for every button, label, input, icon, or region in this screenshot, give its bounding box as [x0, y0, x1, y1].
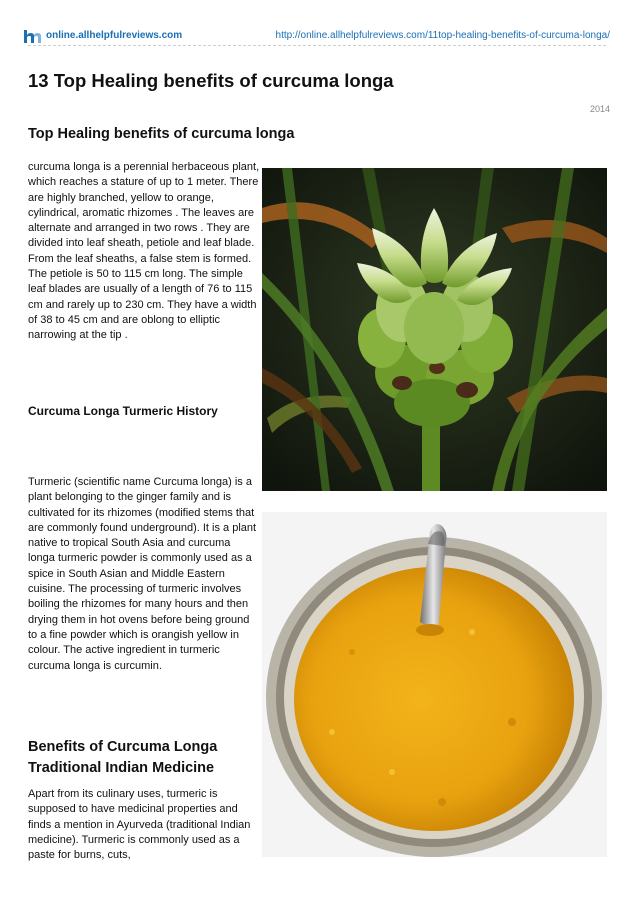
turmeric-plant-image — [262, 168, 607, 491]
section-heading-benefits: Benefits of Curcuma Longa Traditional Indian Medicine — [28, 739, 218, 776]
page-title: 13 Top Healing benefits of curcuma longa — [28, 70, 394, 91]
turmeric-powder-image — [262, 512, 607, 857]
section-heading-history: Curcuma Longa Turmeric History — [28, 404, 218, 418]
section-body-benefits: Apart from its culinary uses, turmeric is supposed to have medicinal properties and finds a mention in Ayurveda (traditional Indian medicine). Turmeric is commonly used as a paste for burns, cuts, — [28, 788, 251, 862]
section-body-history: Turmeric (scientific name Curcuma longa) is a plant belonging to the ginger family and is cultivated for its rhizomes (modified stems that are commonly found underground). It is a plant native to tropical South Asia and curcuma longa turmeric powder is commonly used as a spice in South Asian and Middle Eastern cuisine. The processing of turmeric involves boiling the rhizomes for many hours and then drying them in hot ovens before being ground to a fine powder which is orangish yellow in colour. The active ingredient in turmeric curcuma longa is curcumin. — [28, 476, 257, 672]
site-name-link[interactable]: online.allhelpfulreviews.com — [46, 30, 183, 41]
header-divider — [28, 45, 606, 46]
site-logo-icon — [24, 29, 42, 43]
section-body-intro: curcuma longa is a perennial herbaceous plant, which reaches a stature of up to 1 meter. There are highly branched, yellow to orange, cylindrical, aromatic rhizomes . The leaves are alternate and arranged in two rows . They are divided into leaf sheath, petiole and leaf blade. From the leaf sheaths, a false stem is formed. The petiole is 50 to 115 cm long. The simple leaf blades are usually of a length of 76 to 115 cm and rarely up to 230 cm. They have a width of 38 to 45 cm and are oblong to elliptic narrowing at the tip . — [28, 161, 260, 342]
page-url-link[interactable]: http://online.allhelpfulreviews.com/11top-healing-benefits-of-curcuma-longa/ — [275, 30, 610, 41]
section-heading-intro: Top Healing benefits of curcuma longa — [28, 126, 295, 142]
publish-year: 2014 — [589, 104, 610, 114]
